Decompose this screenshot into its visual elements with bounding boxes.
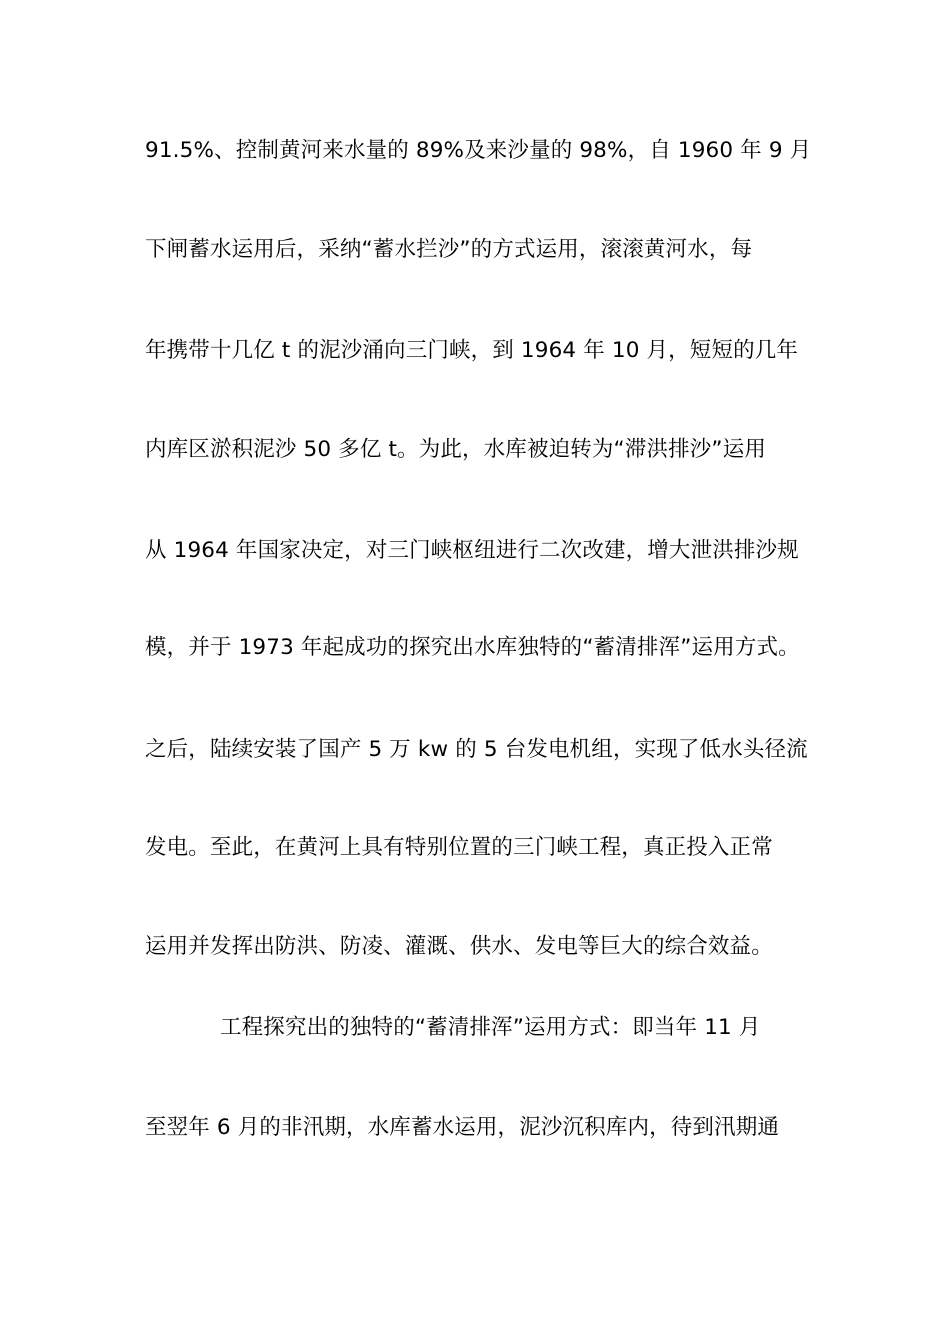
text-line: 发电。至此，在黄河上具有特别位置的三门峡工程，真正投入正常 [145, 835, 773, 860]
text-line: 运用并发挥出防洪、防凌、灌溉、供水、发电等巨大的综合效益。 [145, 934, 773, 959]
text-line: 年携带十几亿 t 的泥沙涌向三门峡，到 1964 年 10 月，短短的几年 [145, 338, 799, 363]
paragraph-start-line: 工程探究出的独特的“蓄清排浑”运用方式：即当年 11 月 [220, 1015, 761, 1040]
text-line: 之后，陆续安装了国产 5 万 kw 的 5 台发电机组，实现了低水头径流 [145, 737, 808, 762]
text-line: 模，并于 1973 年起成功的探究出水库独特的“蓄清排浑”运用方式。 [145, 635, 800, 660]
text-line: 内库区淤积泥沙 50 多亿 t。为此，水库被迫转为“滞洪排沙”运用 [145, 437, 767, 462]
text-line: 从 1964 年国家决定，对三门峡枢纽进行二次改建，增大泄洪排沙规 [145, 538, 799, 563]
text-line: 91.5%、控制黄河来水量的 89%及来沙量的 98%，自 1960 年 9 月 [145, 138, 812, 163]
text-line: 至翌年 6 月的非汛期，水库蓄水运用，泥沙沉积库内，待到汛期通 [145, 1115, 780, 1140]
text-line: 下闸蓄水运用后，采纳“蓄水拦沙”的方式运用，滚滚黄河水，每 [145, 237, 753, 262]
